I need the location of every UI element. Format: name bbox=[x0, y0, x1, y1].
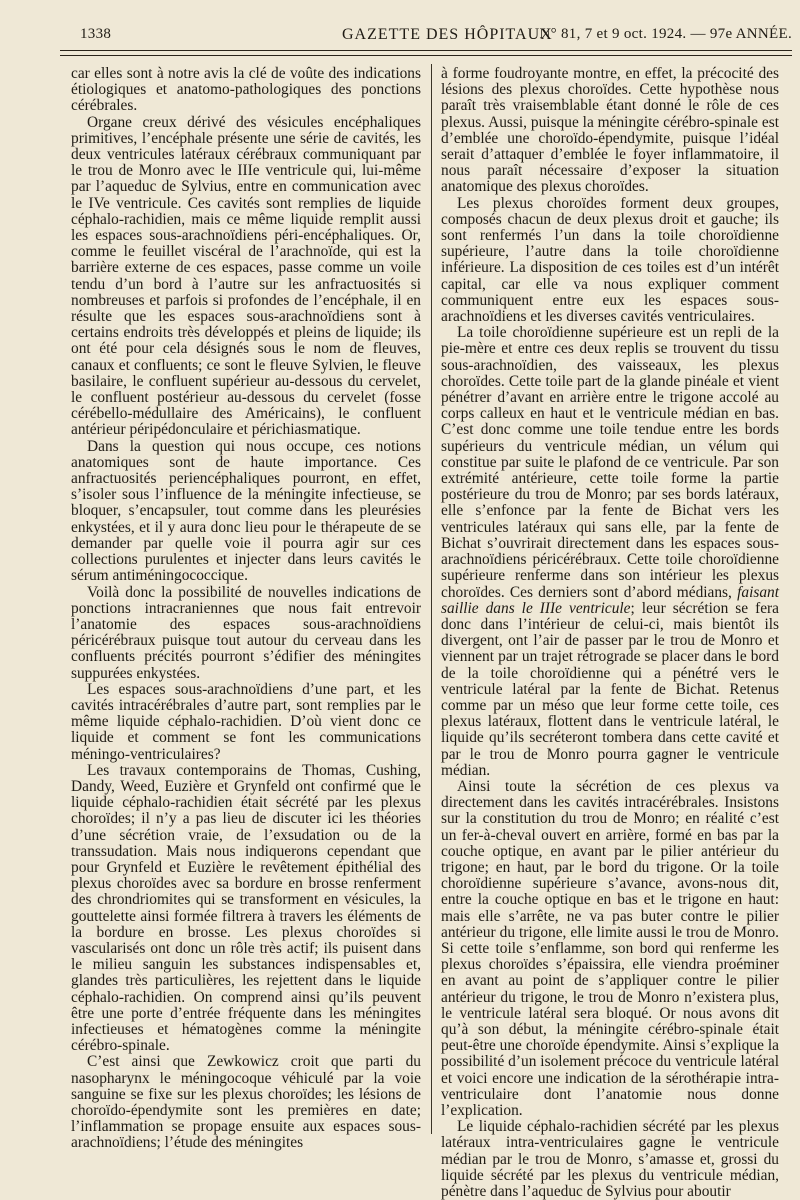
paragraph bbox=[441, 325, 779, 779]
paragraph: Les plexus choroïdes forment deux groupes, composés chacun de deux plexus droit et gauche; ils sont renfermés l’un dans la toile choroïdienne supérieure, l’autre dans la toile choroïdienne inférieure. La disposition de ces toiles est d’un intérêt capital, car elle va nous expliquer comment communiquent entre eux les espaces sous-arachnoïdiens et les diverses cavités ventriculaires. bbox=[441, 194, 779, 326]
column-divider bbox=[431, 64, 432, 1134]
paragraph: à forme foudroyante montre, en effet, la précocité des lésions des plexus choroïdes. Cette hypothèse nous paraît très vraisemblable étant donné le rôle de ces plexus. Aussi, puisque la méningite cérébro-spinale est d’emblée une choroïdo-épendymite, puisque l’idéal serait d’attaquer d’emblée le foyer inflammatoire, il nous paraît nécessaire d’exposer la situation anatomique des plexus choroïdes. bbox=[441, 65, 779, 196]
paragraph: Les travaux contemporains de Thomas, Cushing, Dandy, Weed, Euzière et Grynfeld ont confirmé que le liquide céphalo-rachidien était sécrété par les plexus choroïdes; il n’y a pas lieu de discuter ici les théories d’une sécrétion vraie, de l’exsudation ou de la transsudation. Mais nous indiquerons cependant que pour Grynfeld et Euzière le revêtement épithélial des plexus choroïdes avec sa bordure en brosse renferment des chrondriomites qui se transforment en vésicules, la gouttelette ainsi formée filtrera à travers les éléments de la bordure en brosse. Les plexus choroïdes si vascularisés ont donc un rôle très actif; ils puisent dans le milieu sanguin les substances indispensables et, glandes très particulières, les rejettent dans le liquide céphalo-rachidien. On comprend ainsi qu’ils peuvent être une porte d’entrée fréquente dans les méningites infectieuses et hématogènes comme la méningite cérébro-spinale. bbox=[71, 761, 421, 1055]
paragraph: Dans la question qui nous occupe, ces notions anatomiques sont de haute importance. Ces anfractuosités periencéphaliques pourront, en effet, s’isoler sous l’influence de la méningite infectieuse, se bloquer, s’encapsuler, tout comme dans les pleurésies enkystées, et il y aura donc lieu pour le thérapeute de se demander par quelle voie il pourra agir sur ces collections purulentes et injecter dans leurs cavités le sérum antiméningococcique. bbox=[71, 437, 421, 585]
left-column bbox=[71, 66, 421, 1152]
right-column bbox=[441, 66, 779, 1200]
header-rule-top bbox=[60, 50, 792, 51]
paragraph: car elles sont à notre avis la clé de voûte des indications étiologiques et anatomo-pathologiques des ponctions cérébrales. bbox=[71, 65, 421, 115]
page-number: 1338 bbox=[80, 26, 112, 42]
journal-title: GAZETTE DES HÔPITAUX bbox=[342, 26, 553, 43]
page-header bbox=[80, 26, 792, 48]
issue-info: N° 81, 7 et 9 oct. 1924. — 97e ANNÉE. bbox=[539, 26, 792, 42]
paragraph-text: ; leur sécrétion se fera donc dans l’intérieur de celui-ci, mais bientôt ils divergent, ont l’air de passer par le trou de Monro et viennent par un trajet rétrograde se placer dans le bord de la toile choroïdienne qui a pénétré vers le ventricule latéral par la fente de Bichat. Retenus comme par un méso que leur forme cette toile, ces plexus latéraux, flottent dans le ventricule latéral, le liquide qu’ils secréteront tombera dans cette cavité et par le trou de Monro pourra gagner le ventricule médian. bbox=[441, 599, 779, 779]
paragraph: Ainsi toute la sécrétion de ces plexus va directement dans les cavités intracérébrales. Insistons sur la constitution du trou de Monro; en réalité c’est un fer-à-cheval ouvert en arrière, formé en bas par la couche optique, en avant par le pilier antérieur du trigone; en haut, par le bord du trigone. Or la toile choroïdienne supérieure s’avance, avons-nous dit, entre la couche optique en bas et le trigone en haut: mais elle s’arrête, ne va pas buter contre le pilier antérieur du trigone, elle limite aussi le trou de Monro. Si cette toile s’enflamme, son bord qui renferme les plexus choroïdes s’épaissira, elle viendra proéminer en avant au point de s’appliquer contre le pilier antérieur du trigone, le trou de Monro n’existera plus, le ventricule latéral sera bloqué. Or nous avons dit qu’à son début, la méningite cérébro-spinale était peut-être une choroïde épendymite. Ainsi s’explique la possibilité d’un isolement précoce du ventricule latéral et voici encore une indication de la sérothérapie intra-ventriculaire dont l’anatomie nous donne l’explication. bbox=[441, 777, 779, 1119]
paragraph: Le liquide céphalo-rachidien sécrété par les plexus latéraux intra-ventriculaires gagne le ventricule médian par le trou de Monro, s’amasse et, grossi du liquide sécrété par les plexus du ventricule médian, pénètre dans l’aqueduc de Sylvius pour aboutir bbox=[441, 1118, 779, 1200]
paragraph: Les espaces sous-arachnoïdiens d’une part, et les cavités intracérébrales d’autre part, sont remplies par le même liquide céphalo-rachidien. D’où vient donc ce liquide et comment se font les communications méningo-ventriculaires? bbox=[71, 680, 421, 763]
italic-phrase: faisant saillie dans le IIIe ventricule bbox=[441, 583, 779, 617]
paragraph: C’est ainsi que Zewkowicz croit que parti du nasopharynx le méningocoque véhiculé par la voie sanguine se fixe sur les plexus choroïdes; les lésions de choroïdo-épendymite sont les premières en date; l’inflammation se propage ensuite aux espaces sous-arachnoïdiens; l’étude des méningites bbox=[71, 1053, 421, 1152]
paragraph: Voilà donc la possibilité de nouvelles indications de ponctions intracraniennes que nous fait entrevoir l’anatomie des espaces sous-arachnoïdiens péricérébraux puisque tout autour du cerveau dans les confluents précités pourront s’édifier des méningites suppurées enkystées. bbox=[71, 583, 421, 682]
paragraph-text: La toile choroïdienne supérieure est un repli de la pie-mère et entre ces deux replis se trouvent du tissu sous-arachnoïdien, des vaisseaux, les plexus choroïdes. Cette toile part de la glande pinéale et vient pénétrer d’avant en arrière entre le trigone accolé au corps calleux en haut et le ventricule médian en bas. C’est donc comme une toile tendue entre les bords supérieurs du ventricule médian, un vélum qui constitue par suite le plafond de ce ventricule. Par son extrémité antérieure, cette toile forme la partie postérieure du trou de Monro; par ses bords latéraux, elle s’enfonce par la fente de Bichat vers les ventricules latéraux qui sans elle, par la fente de Bichat s’ouvrirait directement dans les espaces sous-arachnoïdiens péricérébraux. Cette toile choroïdienne supérieure renferme dans son intérieur les plexus choroïdes. Ces derniers sont d’abord médians, bbox=[441, 324, 779, 601]
header-rule-bottom bbox=[60, 55, 792, 56]
paragraph: Organe creux dérivé des vésicules encéphaliques primitives, l’encéphale présente une série de cavités, les deux ventricules latéraux cérébraux communiquant par le trou de Monro avec le IIIe ventricule qui, lui-même par l’aqueduc de Sylvius, entre en communication avec le IVe ventricule. Ces cavités sont remplies de liquide céphalo-rachidien, mais ce même liquide remplit aussi les espaces sous-arachnoïdiens péri-encéphaliques. Or, comme le feuillet viscéral de l’arachnoïde, qui est la barrière externe de ces espaces, passe comme un voile tendu d’un bord à l’autre sur les anfractuosités si nombreuses et parfois si profondes de l’encéphale, il en résulte que les espaces sous-arachnoïdiens sont à certains endroits très développés et pleins de liquide; ils ont été pour cela désignés sous le nom de fleuves, canaux et confluents; ce sont le fleuve Sylvien, le fleuve basilaire, le confluent supérieur au-dessous du cervelet, le confluent postérieur au-dessous du cervelet (fosse cérébello-médullaire des Américains), le confluent antérieur péripédonculaire et périchiasmatique. bbox=[71, 113, 421, 439]
